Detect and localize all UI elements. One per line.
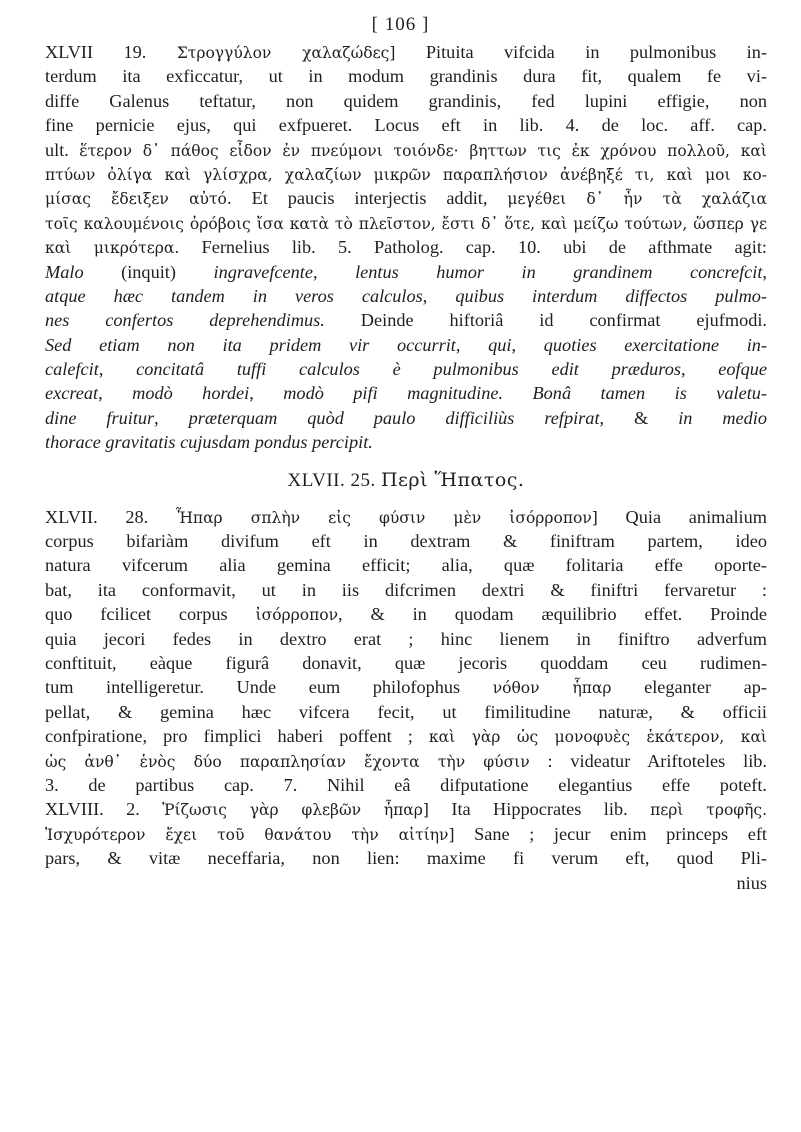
text-line [45,284,767,308]
italic-quote: quibus interdum diffectos pulmo- [455,285,767,306]
text-line [45,822,767,846]
text-line [45,406,767,430]
italic-quote: concitatâ tuffi calculos è pulmonibus edit præduros [136,359,681,380]
text-run: (inquit) [83,261,214,282]
section-heading [45,455,767,505]
greek-quote: μεγέθει δ᾽ ἦν τὰ χαλάζια [507,190,767,209]
text-run: Fernelius lib. 5. Patholog. cap. 10. ubi de afthmate agit: [179,237,767,258]
italic-quote: dine fruitur [45,407,155,428]
greek-quote: ὡς ἀνθ᾽ ἑνὸς δύο παραπλησίαν ἔχοντα τὴν φύσιν [45,752,530,771]
text-line [45,797,767,821]
text-run: terdum ita exficcatur, ut in modum grandinis dura fit, qualem fe vi- [45,66,767,87]
greek-quote: ἕτερον δ᾽ πάθος εἶδον ἐν πνεύμονι τοιόνδε· βηττων τις ἐκ χρόνου πολλοῦ, καὶ [79,141,767,160]
greek-quote: ἰσόρροπον [255,606,339,625]
text-run: , & in quodam æquilibrio effet. Proinde [338,604,767,625]
text-run: pellat, & gemina hæc vifcera fecit, ut fimilitudine naturæ, & officii [45,701,767,722]
text-run: : videatur Ariftoteles lib. [529,750,767,771]
text-run: , [422,285,456,306]
text-line [45,651,767,675]
text-line [45,871,767,895]
text-line [45,505,767,529]
text-run: diffe Galenus teftatur, non quidem grandinis, fed lupini effigie, non [45,90,767,111]
greek-quote: μίσας ἔδειξεν αὐτό. [45,190,232,209]
text-block [45,40,767,895]
text-line [45,260,767,284]
text-run: confpiratione, pro fimplici haberi poffent ; [45,726,429,747]
text-run: nius [736,872,767,893]
text-run: Sane ; jecur enim princeps eft [454,823,767,844]
greek-quote: Στρογγύλον χαλαζώδες] [176,44,396,62]
text-line [45,773,767,797]
text-line [45,138,767,162]
text-run: Quia animalium [597,506,767,527]
greek-quote: πτύων ὀλίγα καὶ γλίσχρα, χαλαζίων μικρῶν παραπλήσιον ἀνέβηξέ τι, καὶ μοι κο- [45,165,767,184]
heading-title: Περὶ Ἥπατος. [380,468,525,491]
text-run: conftituit, eàque figurâ donavit, quæ jecoris quoddam ceu rudimen- [45,652,767,673]
italic-quote: Malo [45,261,84,282]
text-line [45,529,767,553]
text-run: fine pernicie ejus, qui exfpueret. Locus eft in lib. 4. de loc. aff. cap. [45,115,767,136]
section-47-19 [45,40,767,455]
text-run: Ita Hippocrates lib. [428,799,651,820]
text-run: , [98,383,133,404]
text-run: 3. de partibus cap. 7. Nihil eâ difputatione elegantius effe poteft. [45,774,767,795]
text-run: XLVII. 28. [45,506,176,527]
text-run: ult. [45,139,80,160]
text-run: bat, ita conformavit, ut in iis difcrimen dextri & finiftri fervaretur : [45,579,767,600]
text-run: , [455,334,489,355]
text-line [45,846,767,870]
text-run: , [154,407,189,428]
text-run: corpus bifariàm divifum eft in dextram & finiftram partem, ideo [45,531,767,552]
text-line [45,308,767,332]
section-47-28 [45,505,767,895]
greek-quote: Ἰσχυρότερον ἔχει τοῦ θανάτου τὴν αἰτίην] [45,825,455,844]
italic-quote: modò pifi magnitudine. Bonâ tamen is valetu- [283,383,767,404]
text-line [45,749,767,773]
text-run: eleganter ap- [611,677,767,698]
text-line [45,113,767,137]
text-line [45,675,767,699]
text-line [45,627,767,651]
text-run: tum intelligeretur. Unde eum philofophus [45,677,493,698]
text-run: quia jecori fedes in dextro erat ; hinc lienem in finiftro adverfum [45,628,767,649]
heading-number: XLVII. 25. [287,469,381,491]
italic-quote: ingravefcente [213,261,313,282]
greek-quote: καὶ μικρότερα. [45,239,180,258]
text-run: , [249,383,284,404]
text-run: quo fcilicet corpus [45,604,256,625]
text-line [45,64,767,88]
page-number: [ 106 ] [371,14,430,35]
text-run: XLVII 19. [45,42,177,62]
greek-quote: νόθον ἧπαρ [492,679,612,698]
text-run: XLVIII. 2. [45,799,163,820]
text-line [45,602,767,626]
text-line [45,186,767,210]
text-run: , [511,334,544,355]
italic-quote: lentus humor in grandinem concrefcit [355,261,763,282]
text-line [45,553,767,577]
text-line [45,235,767,259]
text-line [45,578,767,602]
text-run: Deinde hiftoriâ id confirmat ejufmodi. [324,310,767,331]
greek-quote: Ἧπαρ σπλὴν εἰς φύσιν μὲν ἰσόρροπον] [175,508,598,527]
text-line [45,724,767,748]
greek-quote: τοῖς καλουμένοις ὀρόβοις ἴσα κατὰ τὸ πλεῖστον, ἔστι δ᾽ ὅτε, καὶ μείζω τούτων, ὥσπερ γε [45,214,767,233]
italic-quote: modò hordei [132,383,250,404]
text-run: Et paucis interjectis addit, [231,188,508,209]
italic-quote: in medio [678,407,767,428]
italic-quote: eofque [718,359,767,380]
italic-quote: thorace gravitatis cujusdam pondus percipit. [45,432,373,453]
text-line [45,162,767,186]
text-run: , [681,359,719,380]
text-line [45,89,767,113]
text-line [45,700,767,724]
text-run: natura vifcerum alia gemina efficit; alia, quæ folitaria effe oporte- [45,555,767,576]
text-run: , [312,261,356,282]
text-line [45,40,767,64]
text-run: Pituita vifcida in pulmonibus in- [395,42,767,62]
text-run: pars, & vitæ neceffaria, non lien: maxime fi verum eft, quod Pli- [45,848,767,869]
greek-quote: Ῥίζωσις γὰρ φλεβῶν ἧπαρ] [162,801,429,820]
text-line [45,211,767,235]
text-run: , [762,261,767,282]
text-run: , [98,359,137,380]
greek-quote: περὶ τροφῆς. [650,801,767,820]
text-line [45,357,767,381]
italic-quote: calefcit [45,359,99,380]
italic-quote: atque hæc tandem in veros calculos [45,285,423,306]
italic-quote: nes confertos deprehendimus. [45,310,325,331]
greek-quote: καὶ γὰρ ὡς μονοφυὲς ἑκάτερον, καὶ [428,728,767,747]
italic-quote: quoties exercitatione in- [543,334,767,355]
italic-quote: præterquam quòd paulo difficiliùs refpirat [188,407,600,428]
italic-quote: Sed etiam non ita pridem vir occurrit [45,334,456,355]
italic-quote: excreat [45,383,99,404]
text-line [45,333,767,357]
italic-quote: qui [488,334,512,355]
text-line [45,381,767,405]
text-line [45,430,767,454]
text-run: , & [599,407,679,428]
